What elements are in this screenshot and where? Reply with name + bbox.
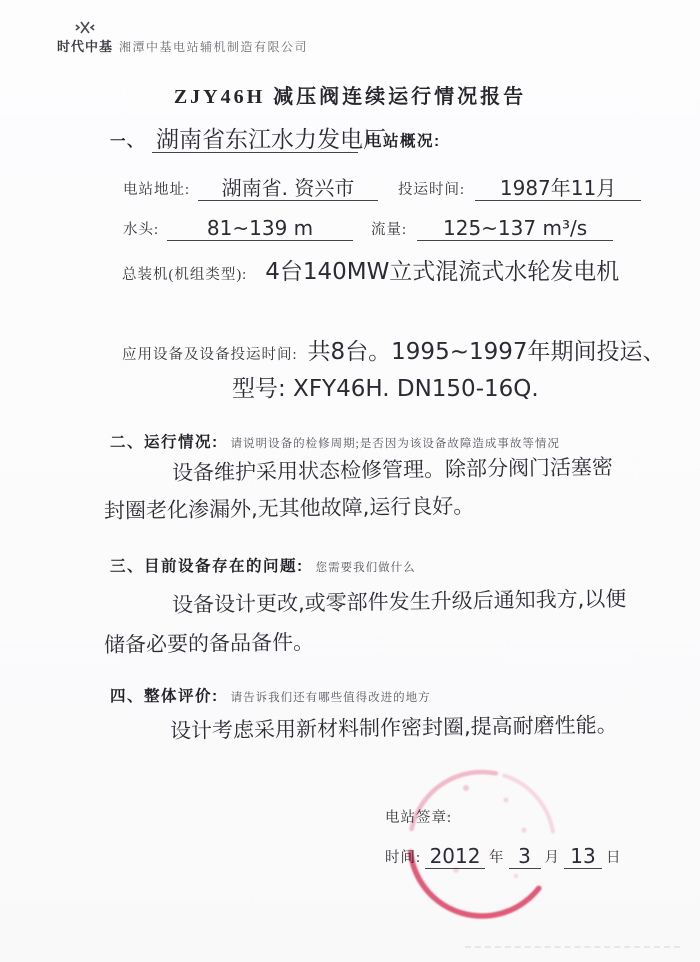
section2-heading: 二、运行情况: (110, 434, 219, 451)
section4-answer-line1: 设计考虑采用新材料制作密封圈,提高耐磨性能。 (169, 712, 618, 743)
report-title: ZJY46H 减压阀连续运行情况报告 (173, 86, 527, 108)
address-row (123, 177, 641, 201)
date-day-unit: 日 (606, 850, 622, 866)
company-header (57, 20, 308, 56)
equipment-row (122, 340, 666, 364)
section2-answer-line1: 设备维护采用状态检修管理。除部分阀门活塞密 (171, 454, 614, 485)
head-label: 水头: (123, 222, 160, 238)
section4-hint: 请告诉我们还有哪些值得改进的地方 (230, 692, 431, 704)
equipment-row-line2 (232, 377, 539, 401)
section2-answer-line2: 封圈老化渗漏外,无其他故障,运行良好。 (103, 493, 475, 523)
commission-label: 投运时间: (398, 182, 466, 198)
address-label: 电站地址: (123, 182, 191, 198)
commission-handwriting: 1987年11月 (499, 176, 617, 200)
station-name-field (152, 127, 387, 153)
head-field (167, 217, 353, 241)
section3-heading: 三、目前设备存在的问题: (110, 558, 304, 575)
capacity-row (122, 260, 619, 284)
logo-text: 时代中基 (57, 39, 114, 54)
date-month-unit: 月 (544, 850, 561, 866)
section1-overview-label: 电站概况: (366, 133, 441, 150)
date-year-unit: 年 (489, 850, 505, 866)
date-year-field (425, 845, 485, 869)
section4-heading: 四、整体评价: (110, 688, 219, 705)
section2-hint: 请说明设备的检修周期;是否因为该设备故障造成事故等情况 (230, 438, 560, 450)
scan-edge-artifact (465, 946, 680, 948)
station-name-handwriting: 湖南省东江水力发电厂 (156, 127, 387, 153)
head-flow-row (123, 217, 613, 241)
section1-header-row (110, 127, 441, 153)
section3-answer-line1: 设备设计更改,或零部件发生升级后通知我方,以便 (171, 586, 627, 617)
capacity-handwriting: 4台140MW立式混流式水轮发电机 (265, 259, 620, 285)
address-handwriting: 湖南省. 资兴市 (221, 176, 355, 200)
date-label: 时间: (385, 850, 422, 866)
section3-hint: 您需要我们做什么 (315, 562, 416, 574)
section2-header-row (110, 430, 560, 452)
date-month-field (509, 845, 541, 869)
equipment-label: 应用设备及设备投运时间: (122, 347, 298, 363)
date-row (385, 845, 622, 869)
company-name: 湘潭中基电站辅机制造有限公司 (119, 40, 309, 54)
equipment-handwriting-line1: 共8台。1995~1997年期间投运、 (307, 339, 666, 365)
section1-number: 一、 (110, 133, 145, 150)
logo-icon (75, 20, 95, 35)
flow-field (417, 217, 613, 241)
address-field (198, 177, 378, 201)
flow-label: 流量: (371, 222, 408, 238)
section4-header-row (110, 684, 431, 706)
date-day-field (564, 845, 602, 869)
equipment-handwriting-line2: 型号: XFY46H. DN150-16Q. (232, 376, 539, 402)
flow-handwriting: 125~137 m³/s (443, 216, 588, 240)
head-handwriting: 81~139 m (206, 216, 314, 240)
commission-field (475, 177, 641, 201)
section3-header-row (110, 554, 416, 576)
date-year-handwriting: 2012 (429, 844, 481, 868)
station-seal-stamp (396, 758, 568, 930)
section3-answer-line2: 储备必要的备品备件。 (103, 630, 315, 657)
date-month-handwriting: 3 (518, 844, 531, 868)
date-day-handwriting: 13 (570, 844, 596, 868)
capacity-label: 总装机(机组类型): (122, 267, 248, 283)
seal-label: 电站签章: (385, 810, 453, 826)
